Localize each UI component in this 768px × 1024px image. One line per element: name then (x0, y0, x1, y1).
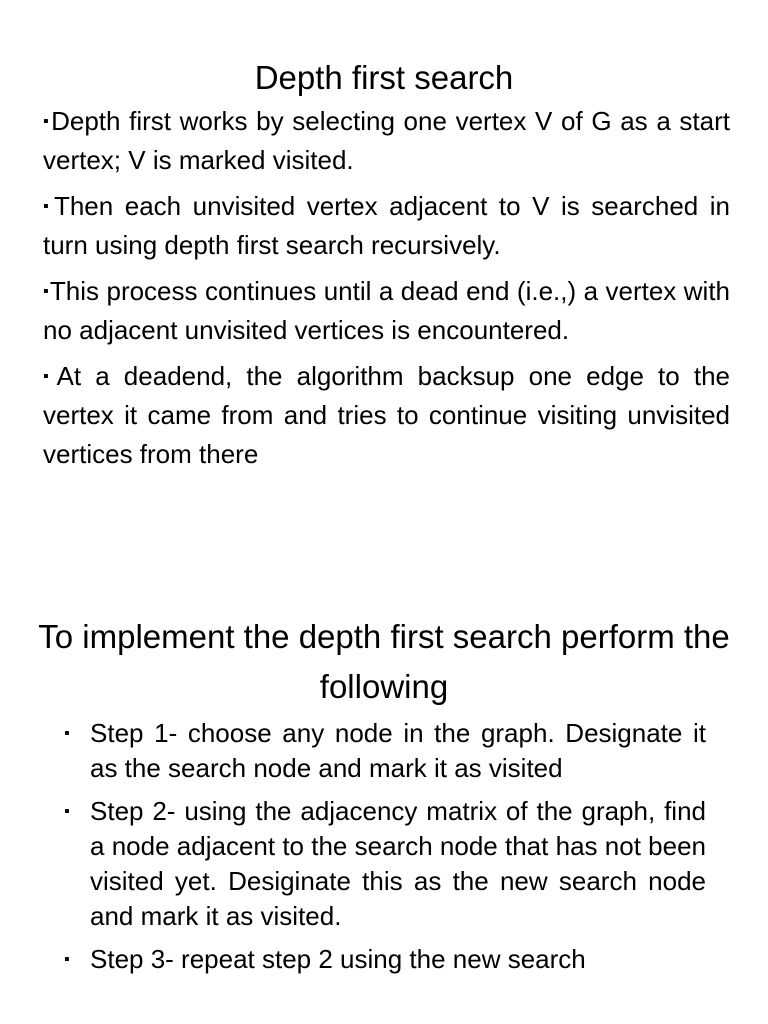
slide-title: To implement the depth first search perform the following (38, 618, 730, 705)
step-text: Step 3- repeat step 2 using the new search (90, 944, 586, 974)
list-item (43, 272, 730, 350)
square-bullet-icon: ▪ (64, 725, 70, 742)
list-item (64, 942, 706, 977)
square-bullet-icon: ▪ (43, 113, 51, 130)
square-bullet-icon: ▪ (43, 283, 49, 300)
square-bullet-icon: ▪ (43, 368, 56, 385)
list-item (43, 357, 730, 474)
list-item (43, 102, 730, 180)
list-item (64, 716, 706, 786)
square-bullet-icon: ▪ (43, 198, 53, 215)
slide-title: Depth first search (254, 59, 514, 96)
list-item (64, 794, 706, 934)
slide-implement-dfs (0, 600, 768, 1024)
steps-list (0, 716, 768, 977)
step-text: Step 2- using the adjacency matrix of the graph, find a node adjacent to the search node that has not been visited yet. Desiginate this as the new search node and mark it as visited. (90, 796, 706, 931)
paragraph-text: Depth first works by selecting one vertex V of G as a start vertex; V is marked visited. (43, 106, 730, 175)
paragraph-text: Then each unvisited vertex adjacent to V is searched in turn using depth first search recursively. (43, 191, 730, 260)
step-text: Step 1- choose any node in the graph. Designate it as the search node and mark it as visited (90, 718, 706, 783)
bullet-list (0, 102, 768, 474)
paragraph-text: This process continues until a dead end (i.e.,) a vertex with no adjacent unvisited vertices is encountered. (43, 276, 730, 345)
paragraph-text: At a deadend, the algorithm backsup one edge to the vertex it came from and tries to continue visiting unvisited vertices from there (43, 361, 730, 469)
square-bullet-icon: ▪ (64, 803, 70, 820)
list-item (43, 187, 730, 265)
square-bullet-icon: ▪ (64, 951, 70, 968)
